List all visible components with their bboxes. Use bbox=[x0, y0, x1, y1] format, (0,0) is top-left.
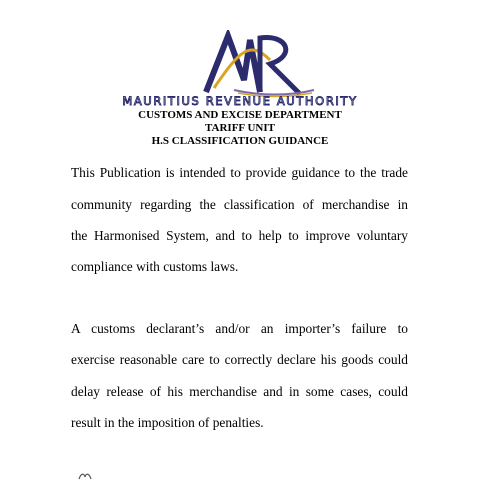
logo-letter-r bbox=[260, 38, 300, 94]
document-title: H.S CLASSIFICATION GUIDANCE bbox=[151, 135, 329, 147]
paragraph-2-line-2: exercise reasonable care to correctly declare his goods could bbox=[71, 352, 408, 367]
paragraph-2-line-1: A customs declarant’s and/or an importer’s failure to bbox=[71, 321, 408, 336]
cut-off-glyph bbox=[78, 472, 92, 480]
paragraph-1-line-1: This Publication is intended to provide guidance to the trade bbox=[71, 165, 408, 180]
paragraph-2-line-4: result in the imposition of penalties. bbox=[71, 415, 264, 430]
mra-logo bbox=[190, 30, 320, 100]
paragraph-1-line-4: compliance with customs laws. bbox=[71, 259, 239, 274]
paragraph-2-line-3: delay release of his merchandise and in some cases, could bbox=[71, 384, 408, 399]
department-heading: CUSTOMS AND EXCISE DEPARTMENT bbox=[138, 109, 342, 121]
organization-name: MAURITIUS REVENUE AUTHORITY bbox=[122, 94, 358, 108]
unit-heading: TARIFF UNIT bbox=[205, 122, 275, 134]
paragraph-1-line-3: the Harmonised System, and to help to improve voluntary bbox=[71, 228, 408, 243]
paragraph-1-line-2: community regarding the classification of merchandise in bbox=[71, 197, 408, 212]
